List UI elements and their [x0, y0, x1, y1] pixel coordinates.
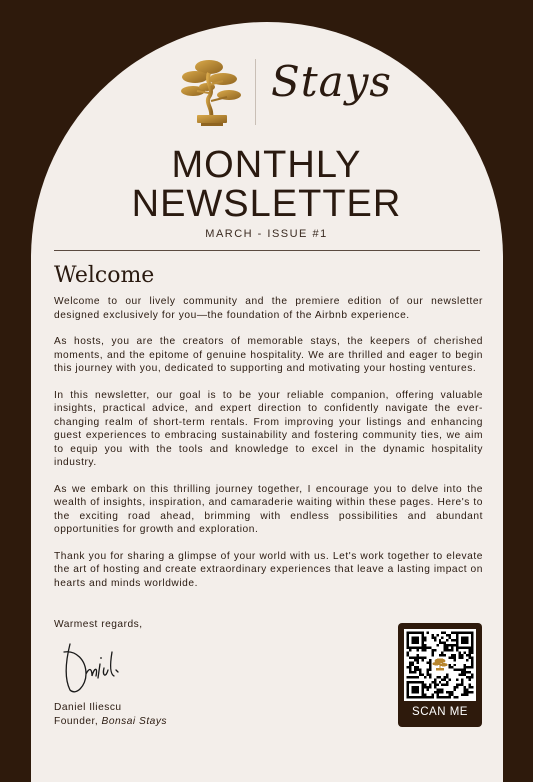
brand-logo	[179, 55, 392, 137]
signer-role: Founder,	[54, 716, 102, 727]
paragraph: Welcome to our lively community and the premiere edition of our newsletter designed exclusively for you—the foundation of the Airbnb experience.	[54, 296, 483, 321]
paragraph: As we embark on this thrilling journey together, I encourage you to delve into the wealth of insights, inspiration, and camaraderie waiting within these pages. Here's to the exciting road ahead, brimming with endless possibilities and abundant opportunities for growth and exploration.	[54, 483, 483, 535]
issue-label: MARCH - ISSUE #1	[205, 228, 328, 240]
qr-card[interactable]	[398, 623, 482, 727]
paragraph: As hosts, you are the creators of memorable stays, the keepers of cherished moments, and the epitome of genuine hospitality. We are thrilled and eager to begin this journey with you, dedicated to supporting and motivating your hosting ventures.	[54, 336, 483, 374]
page-title-line2: NEWSLETTER	[131, 183, 402, 225]
signer-company: Bonsai Stays	[101, 716, 168, 727]
welcome-body	[54, 295, 483, 603]
brand-name: Stays	[271, 57, 392, 106]
bonsai-tree-icon	[179, 57, 243, 129]
qr-code-icon[interactable]	[404, 629, 476, 701]
logo-divider	[255, 59, 256, 125]
header-divider	[54, 250, 480, 251]
page-title-line1: MONTHLY	[171, 144, 362, 186]
closing-text: Warmest regards,	[54, 619, 143, 630]
signer-name: Daniel Iliescu	[54, 702, 122, 713]
signer-title	[54, 716, 167, 727]
paragraph: Thank you for sharing a glimpse of your world with us. Let's work together to elevate the art of hosting and create extraordinary experiences that leave a lasting impact on hearts and minds worldwide.	[54, 550, 483, 589]
paragraph: In this newsletter, our goal is to be your reliable companion, offering valuable insights, practical advice, and expert direction to confidently navigate the ever-changing realm of short-term rentals. From improving your listings and enhancing guest experiences to embracing sustainability and fostering community ties, we aim to equip you with the tools and knowledge to excel in the dynamic hospitality industry.	[54, 389, 483, 468]
welcome-heading: Welcome	[54, 263, 155, 288]
scan-me-label: SCAN ME	[412, 706, 468, 718]
qr-center-logo-icon	[432, 658, 447, 670]
signature-image	[56, 630, 136, 698]
